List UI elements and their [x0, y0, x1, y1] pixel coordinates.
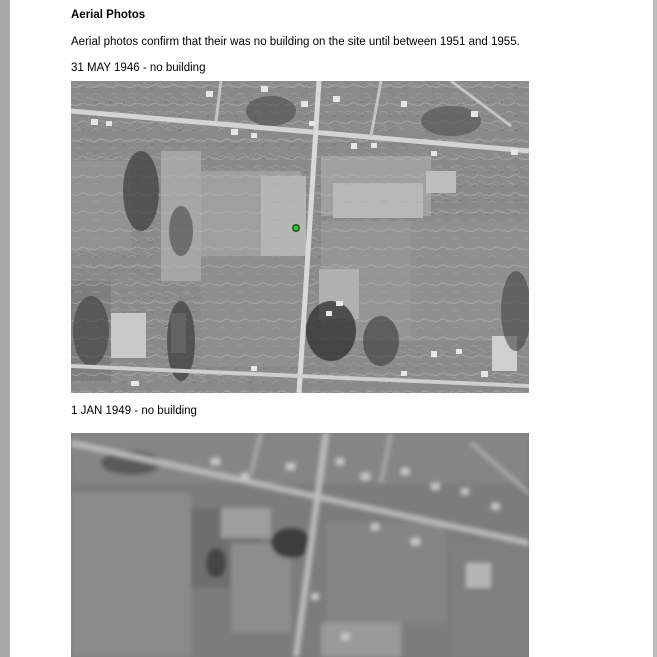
aerial-photo-1946 — [71, 81, 529, 393]
section-heading: Aerial Photos — [71, 9, 146, 21]
intro-paragraph: Aerial photos confirm that their was no building on the site until between 1951 and 1955. — [71, 36, 520, 48]
document-page — [10, 0, 653, 657]
photo-caption-1949: 1 JAN 1949 - no building — [71, 405, 197, 417]
aerial-photo-1949 — [71, 433, 529, 657]
aerial-photo-1949-image — [71, 433, 529, 657]
photo-caption-1946: 31 MAY 1946 - no building — [71, 62, 206, 74]
aerial-photo-1946-image — [71, 81, 529, 393]
window-edge — [653, 0, 657, 657]
site-marker — [294, 226, 299, 231]
